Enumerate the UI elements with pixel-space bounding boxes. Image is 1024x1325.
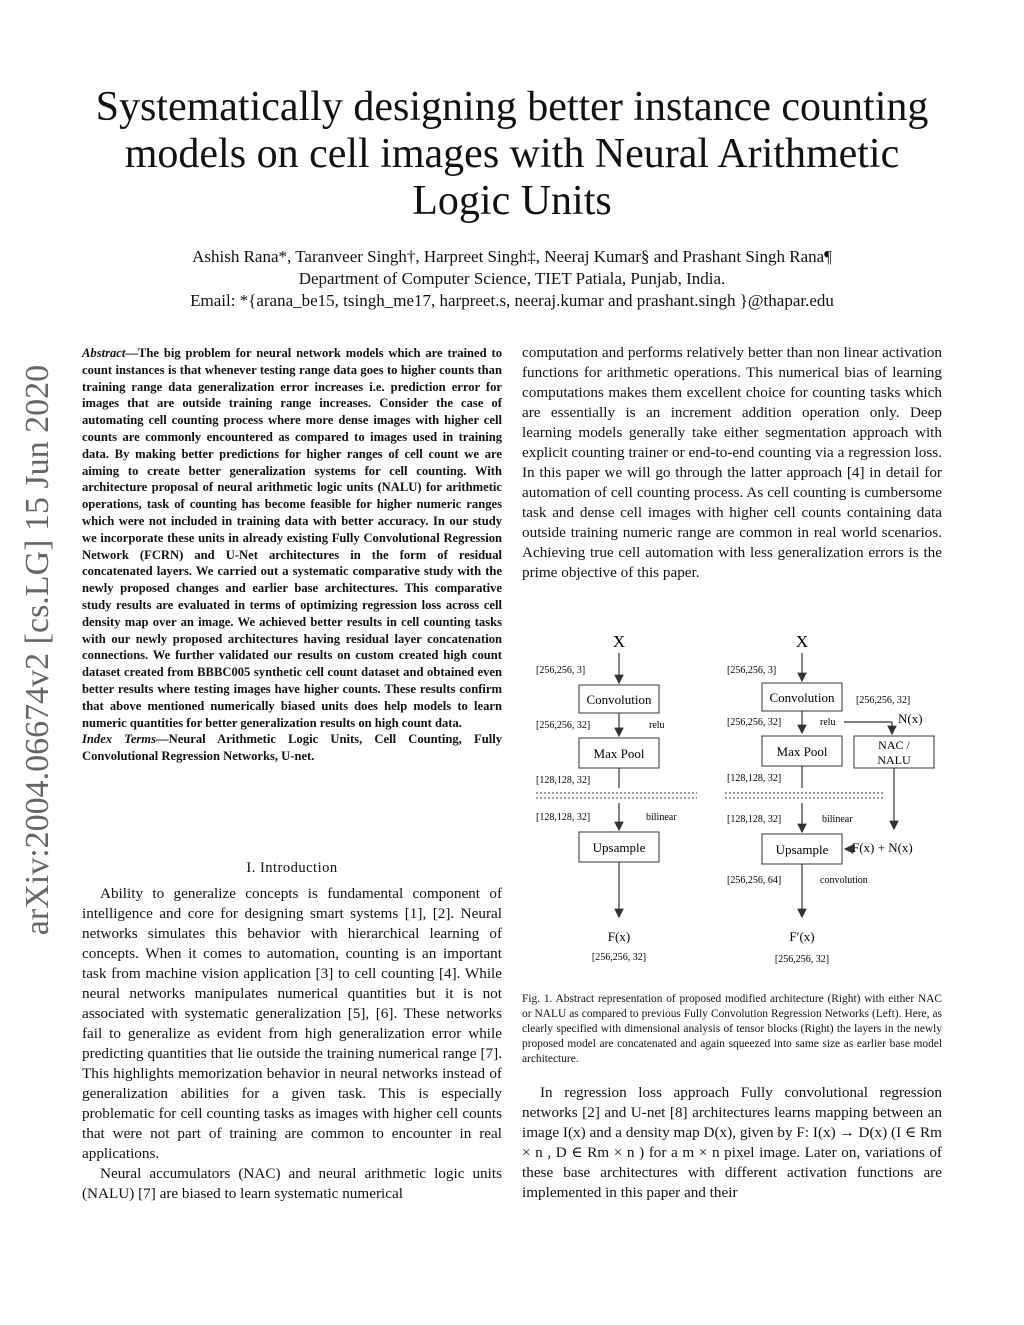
author-names: Ashish Rana*, Taranveer Singh†, Harpreet Singh‡, Neeraj Kumar§ and Prashant Singh Rana¶: [192, 247, 832, 266]
right-dim-conv: [256,256, 32]: [727, 717, 782, 728]
figure-caption: Fig. 1. Abstract representation of proposed modified architecture (Right) with either NAC or NALU as compared to previous Fully Convolution Regression Networks (Left). Here, as clearly specified with dimensional analysis of tensor blocks (Right) the layers in the newly proposed model are concatenated and again squeezed into same size as earlier base model architecture.: [522, 993, 942, 1065]
right-paragraph-1: computation and performs relatively better than non linear activation functions for arithmetic operations. This numerical bias of learning computations makes them excellent choice for counting tasks which are essentially is an increment addition operation only. Deep learning models generally take either segmentation approach with explicit counting trainer or end-to-end counting via a regression loss. In this paper we will go through the latter approach [4] in detail for automation of cell counting process. As cell counting is cumbersome task and dense cell images with higher cell counts containing data outside training numeric range are common in real world scenarios. Achieving true cell automation with less generalization errors is the prime objective of this paper.: [522, 344, 942, 581]
left-pool-label: Max Pool: [593, 746, 645, 761]
left-dim-out: [256,256, 32]: [591, 952, 647, 963]
left-conv-label: Convolution: [586, 692, 652, 707]
right-convolution-label: convolution: [820, 875, 868, 886]
right-dim-pool: [128,128, 32]: [727, 773, 782, 784]
left-relu-label: relu: [649, 720, 665, 731]
right-dim-in: [256,256, 3]: [727, 665, 777, 676]
right-dim-branch: [256,256, 32]: [856, 695, 911, 706]
right-dim-out: [256,256, 32]: [774, 954, 830, 965]
left-dim-in: [256,256, 3]: [536, 665, 586, 676]
author-affiliation: Department of Computer Science, TIET Patiala, Punjab, India.: [298, 269, 726, 288]
left-dim-conv: [256,256, 32]: [536, 720, 591, 731]
right-output-label: F′(x): [789, 929, 815, 944]
left-input-label: X: [612, 632, 626, 651]
intro-paragraph-1: Ability to generalize concepts is fundamental component of intelligence and core for designing smart systems [1], [2]. Neural networks simulates this behavior with hierarchical learning of concepts. When it comes to automation, counting is an important task from machine vision application [3] to cell counting [4]. While neural networks manipulates numerical quantities but it is not associated with systematic generalization [5], [6]. These networks fail to generalize as evident from high generalization error while predicting quantities that lie outside the training numerical range [7]. This highlights memorization behavior in neural networks instead of generalization abilities for a given task. This is especially problematic for cell counting tasks as images with higher cell counts that were not part of training are common to encounter in real applications.: [82, 885, 502, 1162]
right-nac-label-2: NALU: [877, 753, 911, 767]
left-bilinear-label: bilinear: [646, 812, 677, 823]
section-heading: I. Introduction: [246, 860, 338, 876]
author-email: Email: *{arana_be15, tsingh_me17, harpreet.s, neeraj.kumar and prashant.singh }@thapar.edu: [190, 291, 834, 310]
index-terms-label: Index Terms: [82, 732, 157, 747]
right-paragraph-2: In regression loss approach Fully convolutional regression networks [2] and U-net [8] architectures learns mapping between an image I(x) and a density map D(x), given by F: I(x) → D(x) (I ∈ Rm × n , D ∈ Rm × n ) for a m × n pixel image. Later on, variations of these base architectures with different activation functions are implemented in this paper and their: [522, 1084, 942, 1201]
right-pool-label: Max Pool: [776, 744, 828, 759]
architecture-diagram: [522, 625, 942, 985]
right-upsample-label: Upsample: [775, 842, 829, 857]
paper-title: Systematically designing better instance counting models on cell images with Neural Arithmetic Logic Units: [95, 84, 929, 224]
left-upsample-label: Upsample: [592, 840, 646, 855]
right-sum-label: F(x) + N(x): [852, 840, 913, 855]
left-dim-pool2: [128,128, 32]: [536, 812, 591, 823]
abstract: [82, 345, 502, 765]
right-nac-label-1: NAC /: [878, 738, 910, 752]
right-dim-up: [256,256, 64]: [727, 875, 782, 886]
left-output-label: F(x): [607, 929, 631, 944]
right-nx-label: N(x): [898, 711, 923, 726]
intro-paragraph-2: Neural accumulators (NAC) and neural arithmetic logic units (NALU) [7] are biased to learn systematic numerical: [82, 1165, 502, 1202]
index-terms-text: —Neural Arithmetic Logic Units, Cell Counting, Fully Convolutional Regression Networks, U-net.: [82, 732, 503, 764]
right-dim-pool2: [128,128, 32]: [727, 814, 782, 825]
intro-column: [82, 884, 502, 1204]
figure-1: [522, 625, 942, 985]
author-block: [90, 246, 934, 312]
abstract-label: Abstract: [82, 346, 126, 360]
right-relu-label: relu: [820, 717, 836, 728]
left-dim-pool: [128,128, 32]: [536, 775, 591, 786]
arxiv-stamp-text: arXiv:2004.06674v2 [cs.LG] 15 Jun 2020: [19, 364, 56, 936]
right-input-label: X: [795, 632, 809, 651]
right-conv-label: Convolution: [769, 690, 835, 705]
right-bilinear-label: bilinear: [822, 814, 853, 825]
arxiv-stamp: [16, 360, 60, 940]
abstract-text: —The big problem for neural network models which are trained to count instances is that whenever testing range data goes to higher counts than training range data generalization error increases i.e. prediction error for images that are outside training range increases. Consider the case of automating cell counting process where more dense images with higher cell counts are commonly encountered as compared to images used in training data. By making better predictions for higher ranges of cell count we are aiming to create better generalization systems for cell counting. With architecture proposal of neural arithmetic logic units (NALU) for arithmetic operations, task of counting has become feasible for higher numeric ranges which were not included in training data with better accuracy. In our study we incorporate these units in already existing Fully Convolutional Regression Network (FCRN) and U-Net architectures in the form of residual concatenated layers. We carried out a systematic comparative study with the newly proposed changes and earlier base architectures. This comparative study results are evaluated in terms of optimizing regression loss across cell density map over an image. We achieved better results in cell counting tasks with our newly proposed architectures having residual layer concatenation connections. We further validated our results on custom created high count dataset created from BBBC005 synthetic cell count dataset and obtained even better results where testing images have higher counts. These results confirm that above mentioned numerically biased units does help models to learn numeric quantities for better generalization results on high count data.: [82, 346, 502, 730]
